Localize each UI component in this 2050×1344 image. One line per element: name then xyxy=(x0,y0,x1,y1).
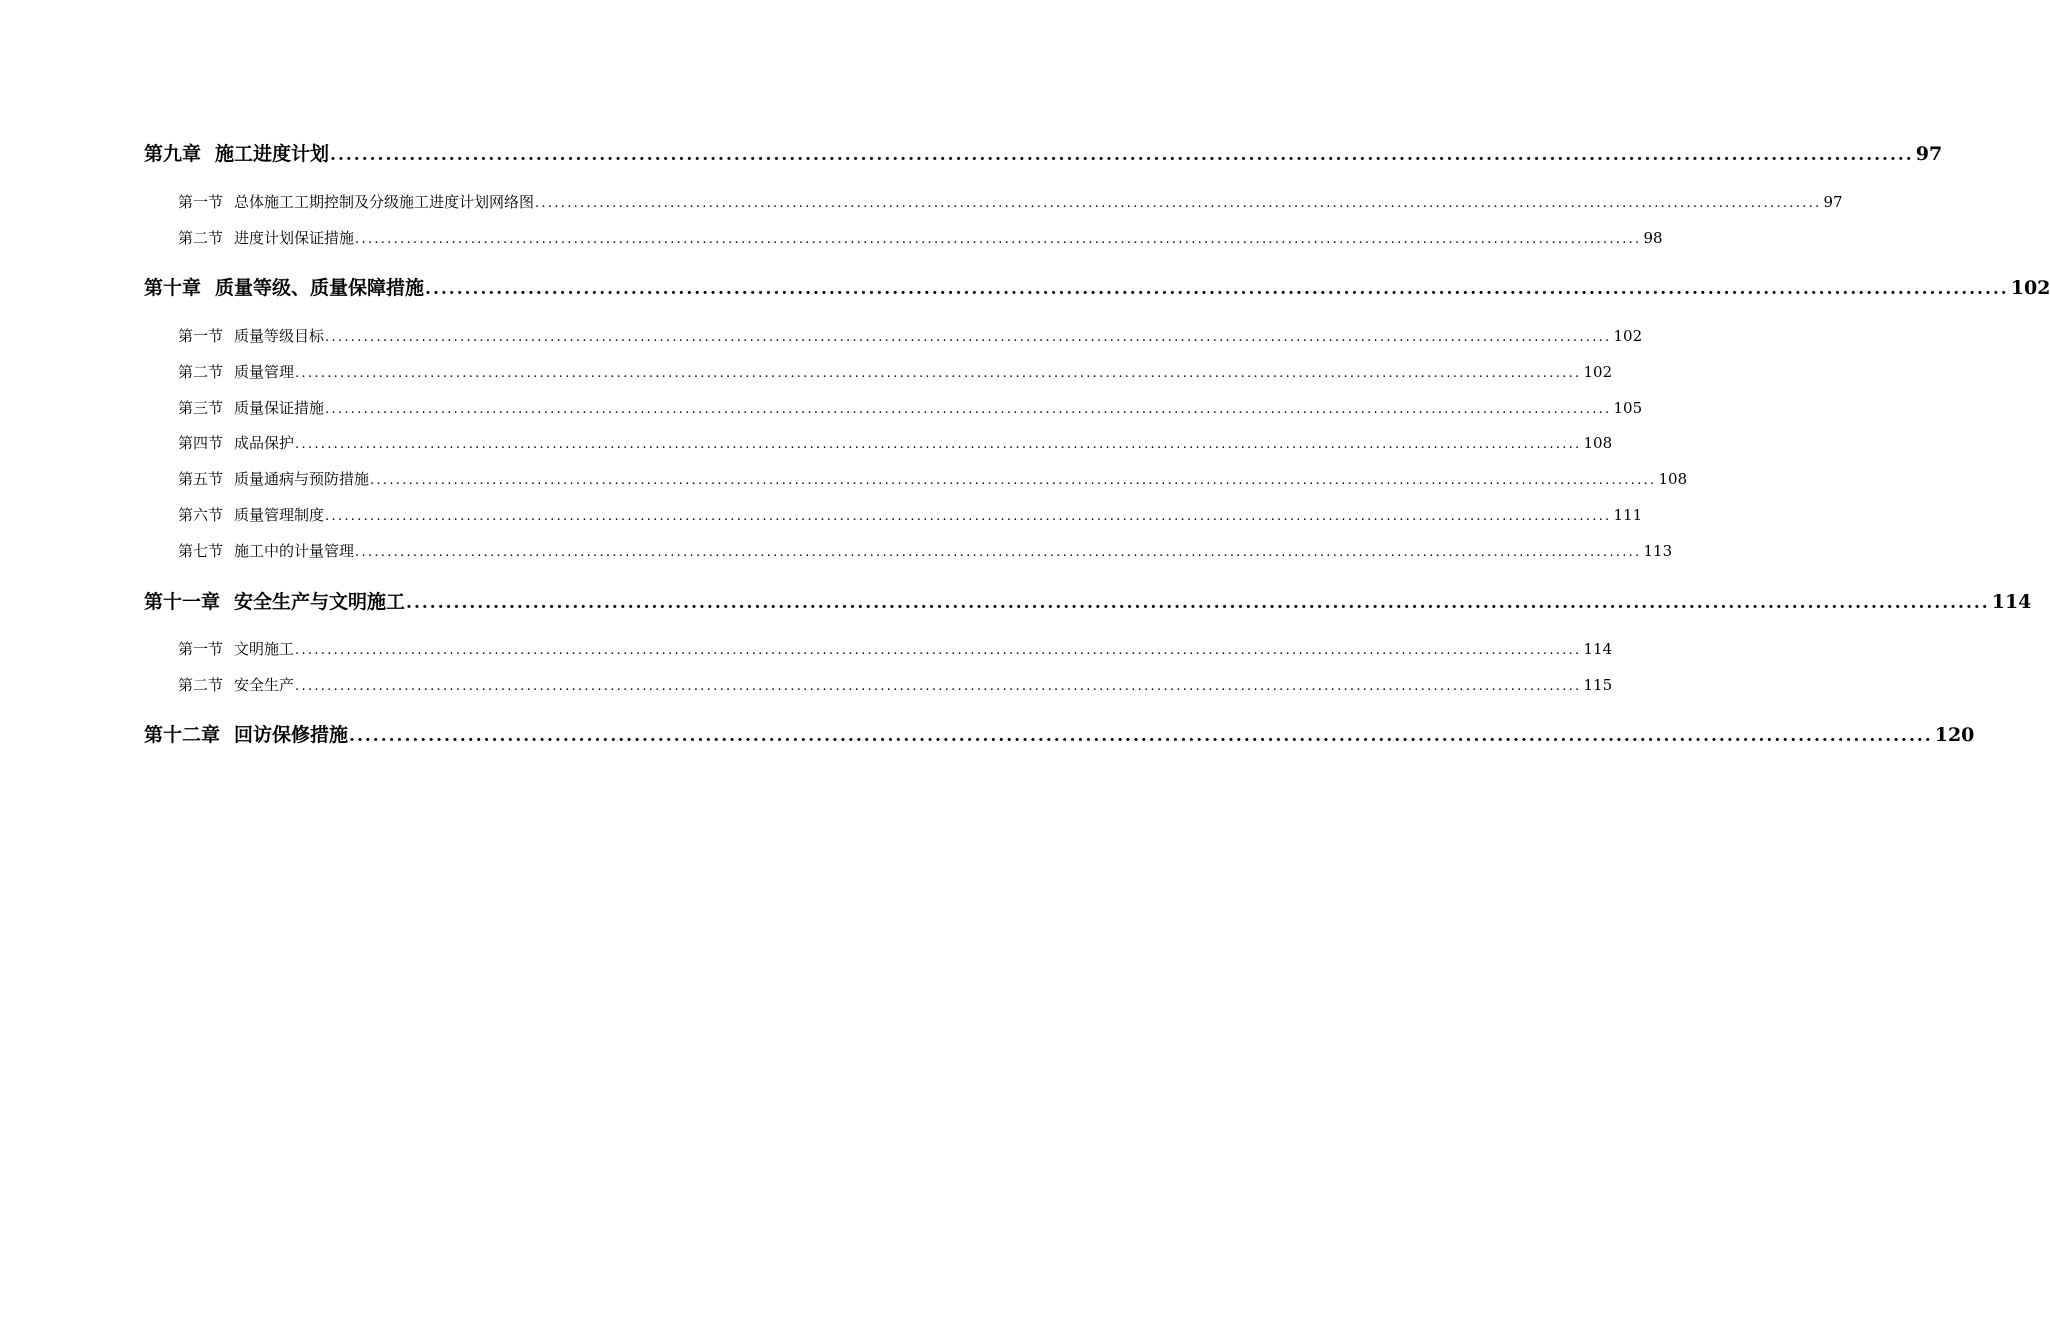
section-number: 第一节 xyxy=(178,193,224,211)
page-number: 114 xyxy=(1583,640,1613,658)
chapter-title: 回访保修措施 xyxy=(234,724,349,746)
dot-leader: ........................................................................................................................................................................................................ xyxy=(295,643,1582,658)
dot-leader: ........................................................................................................................................................................................................ xyxy=(295,437,1582,452)
section-title: 文明施工 xyxy=(234,640,295,658)
section-number: 第二节 xyxy=(178,229,224,247)
page-number: 97 xyxy=(1823,193,1843,211)
toc-chapter-entry[interactable] xyxy=(144,273,2050,300)
chapter-number: 第十章 xyxy=(144,277,202,299)
dot-leader: ........................................................................................................................................................................................................ xyxy=(355,545,1642,560)
toc-chapter-entry[interactable] xyxy=(144,139,1943,166)
section-number: 第一节 xyxy=(178,327,224,345)
dot-leader: ........................................................................................................................................................................................................ xyxy=(535,196,1822,211)
page-number: 102 xyxy=(1613,327,1643,345)
chapter-number: 第九章 xyxy=(144,143,202,165)
page-number: 108 xyxy=(1658,470,1688,488)
page-number: 108 xyxy=(1583,434,1613,452)
chapter-title: 施工进度计划 xyxy=(215,143,330,165)
section-title: 质量保证措施 xyxy=(234,399,325,417)
section-number: 第三节 xyxy=(178,399,224,417)
page-number: 115 xyxy=(1583,676,1613,694)
section-number: 第五节 xyxy=(178,470,224,488)
section-title: 总体施工工期控制及分级施工进度计划网络图 xyxy=(234,193,535,211)
dot-leader: ........................................................................................................................................................................................................ xyxy=(370,473,1657,488)
toc-section-entry[interactable] xyxy=(178,191,1843,212)
chapter-number: 第十二章 xyxy=(144,724,221,746)
section-number: 第六节 xyxy=(178,506,224,524)
toc-section-entry[interactable] xyxy=(178,361,1613,382)
toc-section-entry[interactable] xyxy=(178,325,1643,346)
dot-leader: ........................................................................................................................................................................................................ xyxy=(349,726,1933,746)
toc-section-entry[interactable] xyxy=(178,227,1663,248)
dot-leader: ........................................................................................................................................................................................................ xyxy=(425,279,2009,299)
page-number: 114 xyxy=(1991,591,2032,613)
toc-section-entry[interactable] xyxy=(178,674,1613,695)
section-number: 第二节 xyxy=(178,363,224,381)
section-number: 第一节 xyxy=(178,640,224,658)
dot-leader: ........................................................................................................................................................................................................ xyxy=(325,402,1612,417)
section-number: 第二节 xyxy=(178,676,224,694)
page-number: 120 xyxy=(1934,724,1975,746)
page-number: 98 xyxy=(1643,229,1663,247)
page-number: 105 xyxy=(1613,399,1643,417)
dot-leader: ........................................................................................................................................................................................................ xyxy=(406,593,1990,613)
dot-leader: ........................................................................................................................................................................................................ xyxy=(325,509,1612,524)
dot-leader: ........................................................................................................................................................................................................ xyxy=(355,232,1642,247)
section-title: 进度计划保证措施 xyxy=(234,229,355,247)
section-title: 施工中的计量管理 xyxy=(234,542,355,560)
chapter-title: 质量等级、质量保障措施 xyxy=(215,277,425,299)
page-number: 102 xyxy=(1583,363,1613,381)
section-number: 第七节 xyxy=(178,542,224,560)
toc-section-entry[interactable] xyxy=(178,432,1613,453)
dot-leader: ........................................................................................................................................................................................................ xyxy=(330,145,1914,165)
chapter-title: 安全生产与文明施工 xyxy=(234,591,406,613)
toc-chapter-entry[interactable] xyxy=(144,720,1975,747)
toc-section-entry[interactable] xyxy=(178,540,1673,561)
section-title: 质量管理制度 xyxy=(234,506,325,524)
section-title: 安全生产 xyxy=(234,676,295,694)
section-title: 质量通病与预防措施 xyxy=(234,470,370,488)
section-title: 质量管理 xyxy=(234,363,295,381)
section-title: 质量等级目标 xyxy=(234,327,325,345)
toc-chapter-entry[interactable] xyxy=(144,587,2032,614)
page-number: 102 xyxy=(2010,277,2050,299)
page-number: 113 xyxy=(1643,542,1673,560)
toc-section-entry[interactable] xyxy=(178,468,1688,489)
chapter-number: 第十一章 xyxy=(144,591,221,613)
toc-section-entry[interactable] xyxy=(178,638,1613,659)
page-number: 111 xyxy=(1613,506,1643,524)
toc-section-entry[interactable] xyxy=(178,397,1643,418)
dot-leader: ........................................................................................................................................................................................................ xyxy=(295,679,1582,694)
page-number: 97 xyxy=(1915,143,1943,165)
dot-leader: ........................................................................................................................................................................................................ xyxy=(295,366,1582,381)
toc-section-entry[interactable] xyxy=(178,504,1643,525)
section-title: 成品保护 xyxy=(234,434,295,452)
section-number: 第四节 xyxy=(178,434,224,452)
dot-leader: ........................................................................................................................................................................................................ xyxy=(325,330,1612,345)
